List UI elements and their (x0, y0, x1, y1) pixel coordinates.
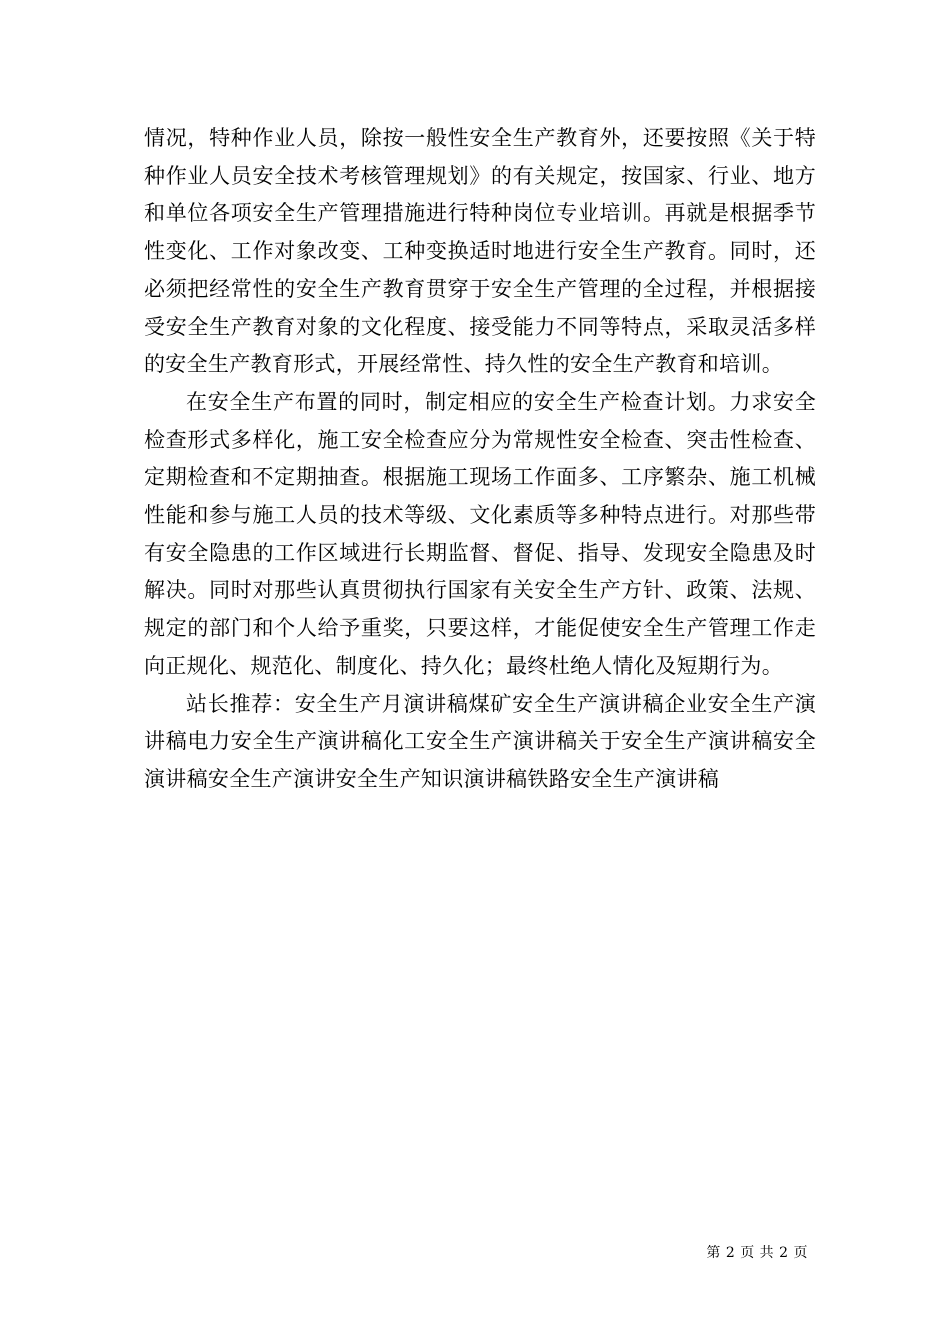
page-number-footer: 第 2 页 共 2 页 (706, 1245, 808, 1261)
paragraph-safety-inspection: 在安全生产布置的同时，制定相应的安全生产检查计划。力求安全检查形式多样化，施工安全检查应分为常规性安全检查、突击性检查、定期检查和不定期抽查。根据施工现场工作面多、工序繁杂、施工机械性能和参与施工人员的技术等级、文化素质等多种特点进行。对那些带有安全隐患的工作区域进行长期监督、督促、指导、发现安全隐患及时解决。同时对那些认真贯彻执行国家有关安全生产方针、政策、法规、规定的部门和个人给予重奖，只要这样，才能促使安全生产管理工作走向正规化、规范化、制度化、持久化；最终杜绝人情化及短期行为。 (144, 389, 816, 678)
document-body (144, 120, 816, 799)
paragraph-recommendations: 站长推荐：安全生产月演讲稿煤矿安全生产演讲稿企业安全生产演讲稿电力安全生产演讲稿化工安全生产演讲稿关于安全生产演讲稿安全演讲稿安全生产演讲安全生产知识演讲稿铁路安全生产演讲稿 (144, 691, 816, 791)
paragraph-continuation: 情况，特种作业人员，除按一般性安全生产教育外，还要按照《关于特种作业人员安全技术考核管理规划》的有关规定，按国家、行业、地方和单位各项安全生产管理措施进行特种岗位专业培训。再就是根据季节性变化、工作对象改变、工种变换适时地进行安全生产教育。同时，还必须把经常性的安全生产教育贯穿于安全生产管理的全过程，并根据接受安全生产教育对象的文化程度、接受能力不同等特点，采取灵活多样的安全生产教育形式，开展经常性、持久性的安全生产教育和培训。 (144, 126, 816, 377)
